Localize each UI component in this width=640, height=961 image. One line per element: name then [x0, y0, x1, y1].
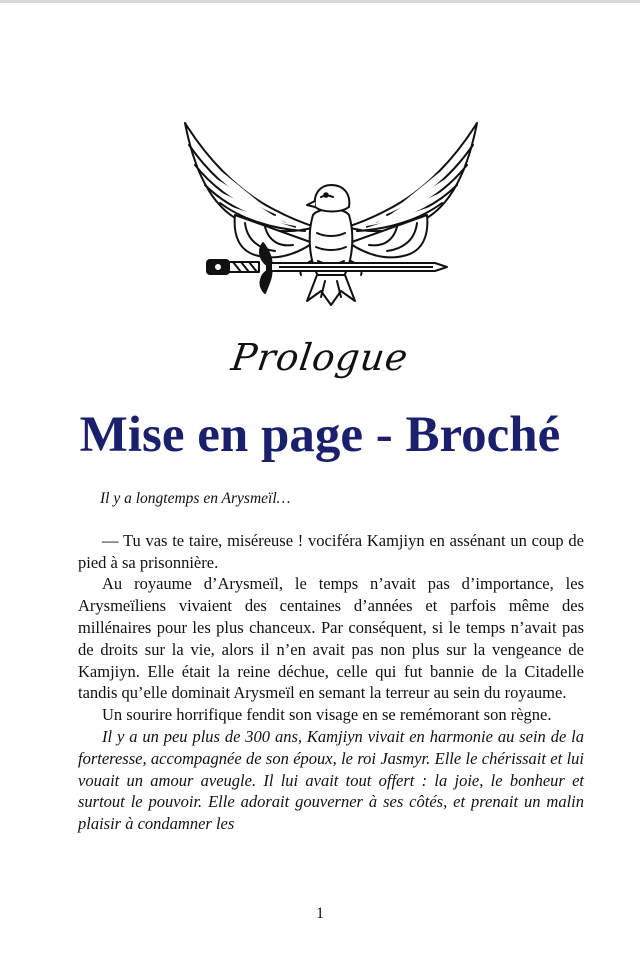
eagle-with-sword-icon — [175, 115, 487, 307]
chapter-label: Prologue — [228, 336, 412, 379]
paragraph: Au royaume d’Arysmeïl, le temps n’avait pas d’importance, les Arysmeïliens vivaient des centaines d’années et parfois même des millénaires pour les plus chanceux. Par conséquent, si le temps n’avait pas de droits sur la vie, alors il n’en avait pas non plus sur la vengeance de Kamjiyn. Elle était la reine déchue, celle qui fut bannie de la Citadelle tandis qu’elle dominait Arysmeïl en semant la terreur au sein du royaume. — [78, 574, 584, 703]
paragraph: — Tu vas te taire, miséreuse ! vociféra Kamjiyn en assénant un coup de pied à sa prisonnière. — [78, 530, 584, 572]
body-text — [78, 488, 584, 835]
paragraph: Un sourire horrifique fendit son visage en se remémorant son règne. — [102, 705, 552, 725]
page-title: Mise en page - Broché — [79, 407, 561, 463]
flashback-paragraph: Il y a un peu plus de 300 ans, Kamjiyn vivait en harmonie au sein de la forteresse, accompagnée de son époux, le roi Jasmyr. Elle le chérissait et lui vouait un amour aveugle. Il lui avait tout offert : la joie, le bonheur et surtout le pouvoir. Elle adorait gouverner à ses côtés, et prenait un malin plaisir à condamner les — [78, 726, 584, 834]
page-number: 1 — [316, 905, 324, 922]
intro-line: Il y a longtemps en Arysmeïl… — [100, 490, 291, 507]
